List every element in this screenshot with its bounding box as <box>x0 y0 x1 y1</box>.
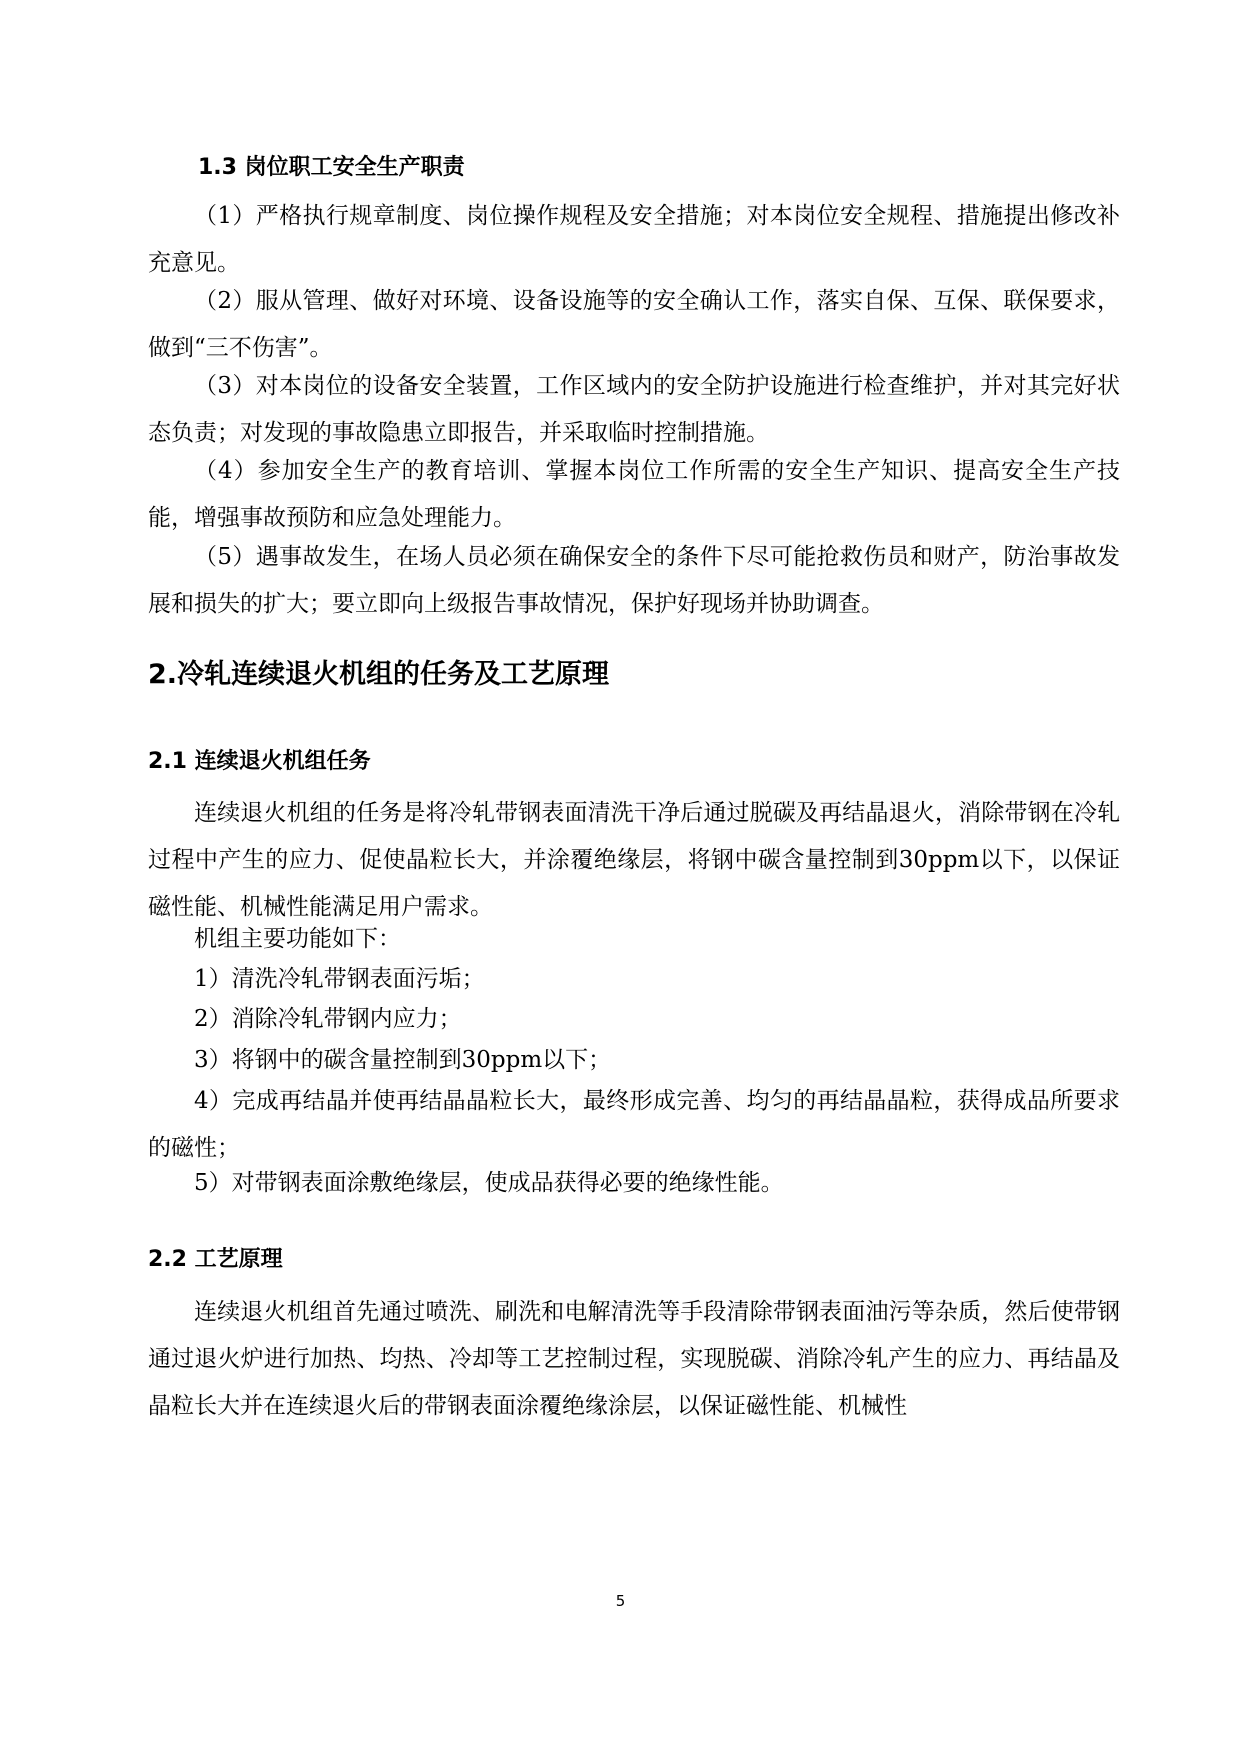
duty-item-4: （4）参加安全生产的教育培训、掌握本岗位工作所需的安全生产知识、提高安全生产技能，增强事故预防和应急处理能力。 <box>148 458 1120 531</box>
duty-item-5: （5）遇事故发生，在场人员必须在确保安全的条件下尽可能抢救伤员和财产，防治事故发展和损失的扩大；要立即向上级报告事故情况，保护好现场并协助调查。 <box>148 544 1120 617</box>
section-1-3-heading: 1.3 岗位职工安全生产职责 <box>198 155 465 180</box>
function-item-2: 2）消除冷轧带钢内应力； <box>194 1006 462 1032</box>
section-2-heading: 2.冷轧连续退火机组的任务及工艺原理 <box>148 659 610 690</box>
function-item-4: 4）完成再结晶并使再结晶晶粒长大，最终形成完善、均匀的再结晶晶粒，获得成品所要求的磁性； <box>148 1088 1120 1161</box>
duty-item-2: （2）服从管理、做好对环境、设备设施等的安全确认工作，落实自保、互保、联保要求，做到“三不伤害”。 <box>148 288 1120 361</box>
duty-item-1: （1）严格执行规章制度、岗位操作规程及安全措施；对本岗位安全规程、措施提出修改补充意见。 <box>148 203 1120 276</box>
function-item-1: 1）清洗冷轧带钢表面污垢； <box>194 966 485 992</box>
section-2-1-intro: 连续退火机组的任务是将冷轧带钢表面清洗干净后通过脱碳及再结晶退火，消除带钢在冷轧过程中产生的应力、促使晶粒长大，并涂覆绝缘层，将钢中碳含量控制到30ppm以下，以保证磁性能、机械性能满足用户需求。 <box>148 800 1120 920</box>
function-item-3: 3）将钢中的碳含量控制到30ppm以下； <box>194 1047 612 1073</box>
functions-title: 机组主要功能如下： <box>194 926 401 952</box>
page-number: 5 <box>615 1592 626 1610</box>
section-2-2-heading: 2.2 工艺原理 <box>148 1247 283 1272</box>
section-2-1-heading: 2.1 连续退火机组任务 <box>148 749 371 774</box>
function-item-5: 5）对带钢表面涂敷绝缘层，使成品获得必要的绝缘性能。 <box>194 1170 784 1196</box>
section-2-2-text: 连续退火机组首先通过喷洗、刷洗和电解清洗等手段清除带钢表面油污等杂质，然后使带钢通过退火炉进行加热、均热、冷却等工艺控制过程，实现脱碳、消除冷轧产生的应力、再结晶及晶粒长大并在连续退火后的带钢表面涂覆绝缘涂层，以保证磁性能、机械性 <box>148 1299 1120 1419</box>
duty-item-3: （3）对本岗位的设备安全装置，工作区域内的安全防护设施进行检查维护，并对其完好状态负责；对发现的事故隐患立即报告，并采取临时控制措施。 <box>148 373 1120 446</box>
